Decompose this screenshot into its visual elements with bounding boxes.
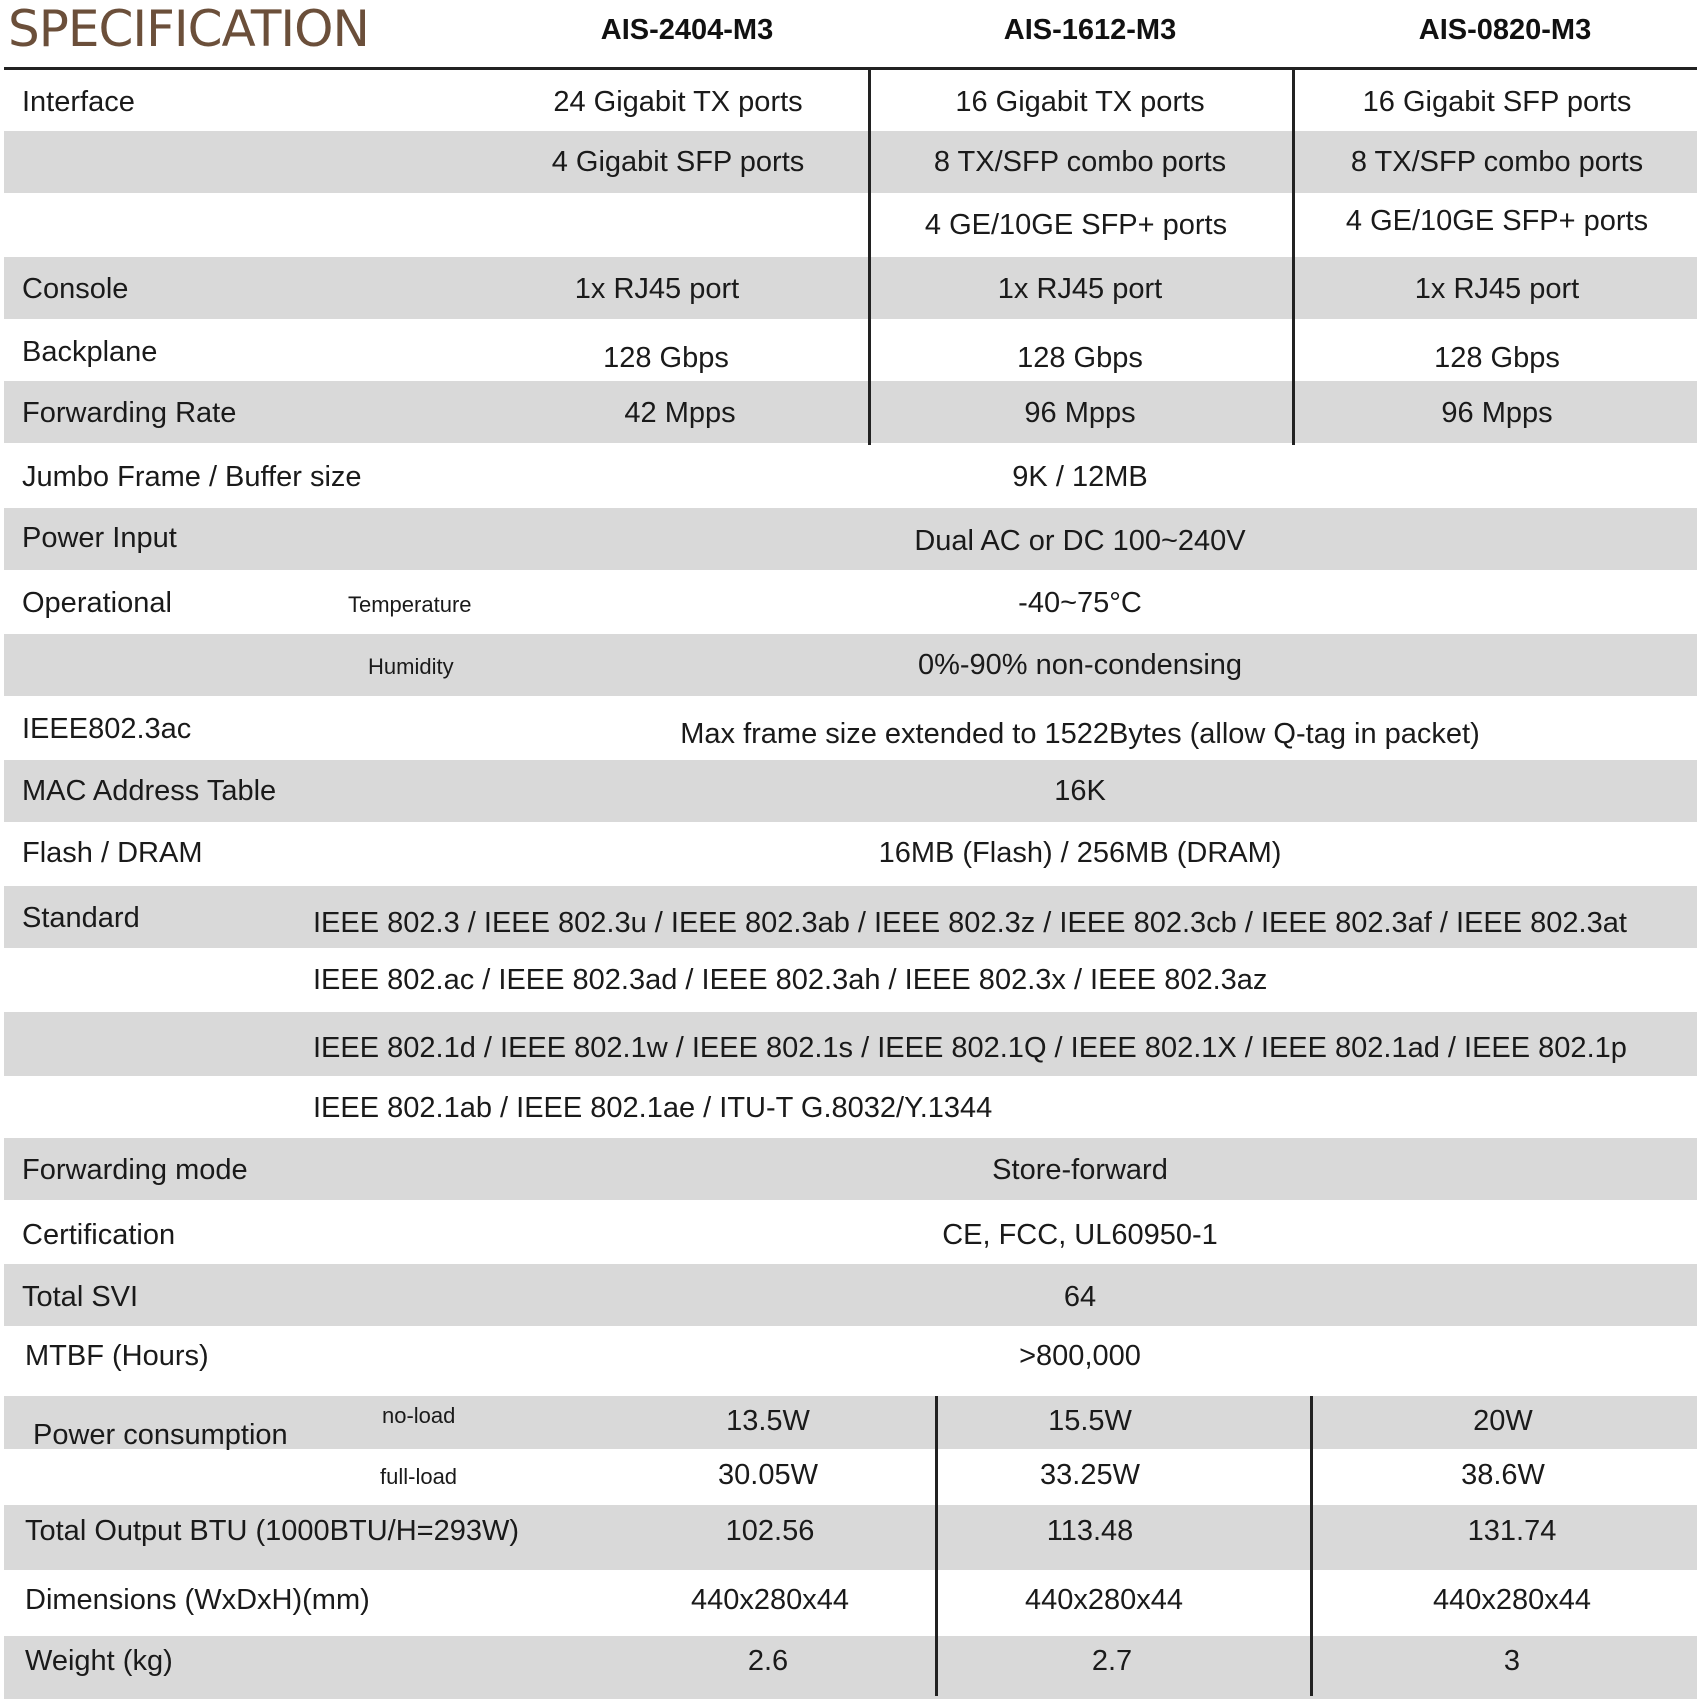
btu-value: 113.48 [1046, 1515, 1134, 1547]
column-divider [1310, 1396, 1313, 1696]
svi-label: Total SVI [22, 1281, 139, 1313]
flash-value: 16MB (Flash) / 256MB (DRAM) [878, 837, 1282, 869]
certification-value: CE, FCC, UL60950-1 [942, 1219, 1218, 1251]
certification-label: Certification [22, 1219, 176, 1251]
mtbf-value: >800,000 [1019, 1340, 1141, 1372]
backplane-label: Backplane [22, 336, 158, 368]
power-input-value: Dual AC or DC 100~240V [914, 525, 1246, 557]
dimensions-value: 440x280x44 [1432, 1584, 1592, 1616]
backplane-value: 128 Gbps [1434, 342, 1560, 374]
console-label: Console [22, 273, 129, 305]
weight-value: 2.7 [1091, 1645, 1133, 1677]
interface-value: 4 GE/10GE SFP+ ports [1345, 205, 1649, 237]
interface-value: 16 Gigabit TX ports [955, 86, 1205, 118]
dimensions-value: 440x280x44 [1024, 1584, 1184, 1616]
backplane-value: 128 Gbps [1017, 342, 1143, 374]
fullload-value: 30.05W [718, 1459, 818, 1491]
jumbo-label: Jumbo Frame / Buffer size [22, 461, 362, 493]
standard-label: Standard [22, 902, 140, 934]
temperature-value: -40~75°C [1018, 587, 1142, 619]
fullload-label: full-load [380, 1464, 458, 1489]
btu-value: 131.74 [1467, 1515, 1557, 1547]
standard-line: IEEE 802.1d / IEEE 802.1w / IEEE 802.1s / IEEE 802.1Q / IEEE 802.1X / IEEE 802.1ad / IEEE 802.1p [313, 1032, 1627, 1064]
ieee8023ac-label: IEEE802.3ac [22, 713, 192, 745]
interface-value: 24 Gigabit TX ports [553, 86, 803, 118]
mtbf-label: MTBF (Hours) [25, 1340, 209, 1372]
interface-value: 8 TX/SFP combo ports [933, 146, 1227, 178]
btu-value: 102.56 [725, 1515, 815, 1547]
noload-label: no-load [382, 1403, 456, 1428]
power-consumption-label: Power consumption [33, 1419, 288, 1451]
interface-value: 8 TX/SFP combo ports [1350, 146, 1644, 178]
dimensions-label: Dimensions (WxDxH)(mm) [25, 1584, 370, 1616]
btu-label: Total Output BTU (1000BTU/H=293W) [25, 1515, 520, 1547]
mac-label: MAC Address Table [22, 775, 277, 807]
fullload-value: 38.6W [1461, 1459, 1545, 1491]
console-value: 1x RJ45 port [574, 273, 740, 305]
column-divider [1292, 69, 1295, 445]
interface-value: 16 Gigabit SFP ports [1362, 86, 1632, 118]
interface-value: 4 Gigabit SFP ports [551, 146, 805, 178]
ieee8023ac-value: Max frame size extended to 1522Bytes (allow Q-tag in packet) [680, 718, 1480, 750]
model-header-2: AIS-1612-M3 [1003, 14, 1177, 46]
humidity-label: Humidity [368, 654, 454, 679]
row-band [4, 1636, 1697, 1699]
fullload-value: 33.25W [1040, 1459, 1140, 1491]
weight-value: 2.6 [747, 1645, 789, 1677]
standard-line: IEEE 802.ac / IEEE 802.3ad / IEEE 802.3ah / IEEE 802.3x / IEEE 802.3az [313, 964, 1268, 996]
console-value: 1x RJ45 port [997, 273, 1163, 305]
interface-label: Interface [22, 86, 135, 118]
header-divider [4, 67, 1697, 70]
column-divider [868, 69, 871, 445]
temperature-label: Temperature [348, 592, 472, 617]
forwarding-rate-value: 42 Mpps [624, 397, 736, 429]
noload-value: 13.5W [726, 1405, 810, 1437]
row-band [4, 634, 1697, 696]
mac-value: 16K [1054, 775, 1106, 807]
page-title: SPECIFICATION [8, 0, 369, 58]
backplane-value: 128 Gbps [603, 342, 729, 374]
humidity-value: 0%-90% non-condensing [917, 649, 1243, 681]
flash-label: Flash / DRAM [22, 837, 203, 869]
forwarding-rate-value: 96 Mpps [1024, 397, 1136, 429]
model-header-3: AIS-0820-M3 [1418, 14, 1592, 46]
console-value: 1x RJ45 port [1414, 273, 1580, 305]
model-header-1: AIS-2404-M3 [600, 14, 774, 46]
interface-value: 4 GE/10GE SFP+ ports [924, 209, 1228, 241]
forwarding-rate-label: Forwarding Rate [22, 397, 237, 429]
forwarding-mode-label: Forwarding mode [22, 1154, 248, 1186]
forwarding-mode-value: Store-forward [992, 1154, 1168, 1186]
standard-line: IEEE 802.3 / IEEE 802.3u / IEEE 802.3ab / IEEE 802.3z / IEEE 802.3cb / IEEE 802.3af / IEEE 802.3at [313, 907, 1627, 939]
svi-value: 64 [1063, 1281, 1097, 1313]
row-band [4, 1264, 1697, 1326]
column-divider [935, 1396, 938, 1696]
forwarding-rate-value: 96 Mpps [1441, 397, 1553, 429]
operational-label: Operational [22, 587, 172, 619]
jumbo-value: 9K / 12MB [1012, 461, 1148, 493]
weight-value: 3 [1503, 1645, 1521, 1677]
weight-label: Weight (kg) [25, 1645, 173, 1677]
row-band [4, 508, 1697, 570]
row-band [4, 1138, 1697, 1200]
noload-value: 15.5W [1048, 1405, 1132, 1437]
power-input-label: Power Input [22, 522, 177, 554]
standard-line: IEEE 802.1ab / IEEE 802.1ae / ITU-T G.8032/Y.1344 [313, 1092, 993, 1124]
dimensions-value: 440x280x44 [690, 1584, 850, 1616]
noload-value: 20W [1473, 1405, 1533, 1437]
